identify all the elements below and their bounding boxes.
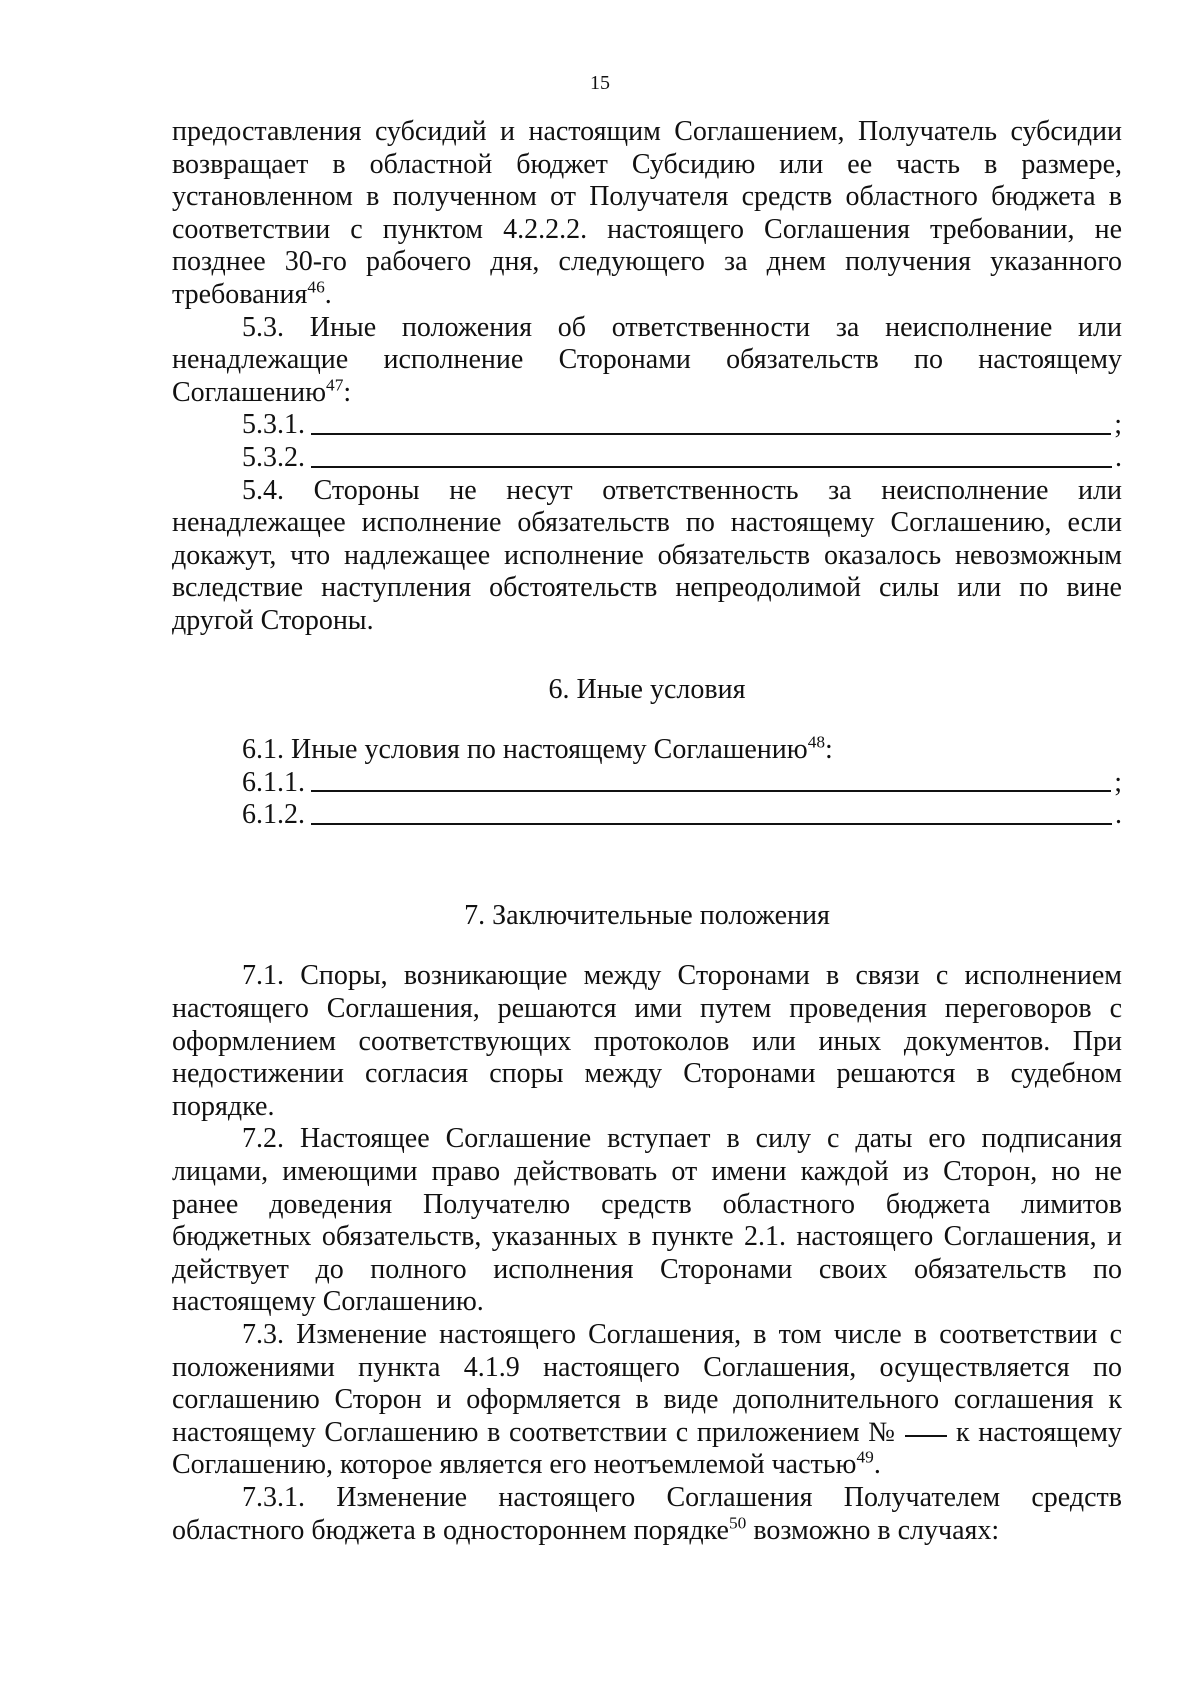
footnote-ref-46: 46 [307, 277, 325, 297]
item-6-1-2 [172, 799, 1122, 832]
paragraph-text-cont: возможно в случаях: [746, 1514, 1000, 1546]
item-number: 6.1.2. [242, 799, 305, 831]
footnote-ref-49: 49 [856, 1448, 874, 1468]
paragraph-7-2: 7.2. Настоящее Соглашение вступает в силу с даты его подписания лицами, имеющими право действовать от имени каждой из Сторон, но не ранее доведения Получателю средств областного бюджета лимитов бюджетных обязательств, указанных в пункте 2.1. настоящего Соглашения, и действует до полного исполнения Сторонами своих обязательств по настоящему Соглашению. [172, 1123, 1122, 1318]
section-heading-6: 6. Иные условия [548, 673, 746, 705]
item-6-1-1 [172, 767, 1122, 800]
paragraph-text: предоставления субсидий и настоящим Соглашением, Получатель субсидии возвращает в областной бюджет Субсидию или ее часть в размере, установленном в полученном от Получателя средств областного бюджета в соответствии с пунктом 4.2.2.2. настоящего Соглашения требовании, не позднее 30-го рабочего дня, следующего за днем получения указанного требования [172, 116, 1122, 310]
spacer [172, 832, 1122, 900]
paragraph-7-3-1 [172, 1482, 1122, 1547]
paragraph-text: 7.3. Изменение настоящего Соглашения, в том числе в соответствии с положениями пункта 4.1.9 настоящего Соглашения, осуществляется по соглашению Сторон и оформляется в виде дополнительного соглашения к настоящему Соглашению в соответствии с приложением № [172, 1319, 1122, 1448]
paragraph-text-cont: к настоящему Соглашению, которое является его неотъемлемой частью [172, 1416, 1122, 1481]
footnote-ref-47: 47 [326, 375, 344, 395]
paragraph-end: . [324, 278, 332, 310]
item-end: ; [1114, 409, 1122, 441]
paragraph-end: : [343, 376, 352, 408]
item-number: 5.3.2. [242, 441, 305, 473]
item-end: . [1115, 799, 1122, 831]
paragraph-7-3 [172, 1319, 1122, 1482]
paragraph-6-1 [172, 734, 1122, 767]
paragraph-text: 6.1. Иные условия по настоящему Соглашению [242, 734, 808, 766]
appendix-number-blank [905, 1434, 947, 1437]
paragraph-end: . [873, 1449, 881, 1481]
paragraph-5-4: 5.4. Стороны не несут ответственность за неисполнение или ненадлежащее исполнение обязательств по настоящему Соглашению, если докажут, что надлежащее исполнение обязательств оказалось невозможным вследствие наступления обстоятельств непреодолимой силы или по вине другой Стороны. [172, 474, 1122, 636]
paragraph-7-1: 7.1. Споры, возникающие между Сторонами в связи с исполнением настоящего Соглашения, решаются ими путем проведения переговоров с оформлением соответствующих протоколов или иных документов. При недостижении согласия споры между Сторонами решаются в судебном порядке. [172, 960, 1122, 1122]
spacer [172, 932, 1122, 960]
paragraph-5-2-continuation [172, 116, 1122, 312]
paragraph-text: 7.3.1. Изменение настоящего Соглашения Получателем средств областного бюджета в одностороннем порядке [172, 1481, 1122, 1546]
document-body [172, 116, 1122, 1547]
footnote-ref-50: 50 [728, 1513, 747, 1533]
item-end: . [1115, 441, 1122, 473]
item-5-3-2 [172, 442, 1122, 475]
page-number: 15 [590, 72, 610, 94]
blank-line [311, 789, 1111, 792]
item-end: ; [1114, 766, 1122, 798]
paragraph-5-3 [172, 312, 1122, 410]
blank-line [311, 822, 1112, 825]
blank-line [311, 432, 1111, 435]
spacer [172, 706, 1122, 734]
item-5-3-1 [172, 409, 1122, 442]
item-number: 6.1.1. [242, 766, 305, 798]
paragraph-end: : [825, 734, 833, 766]
blank-line [311, 465, 1112, 468]
paragraph-text: 5.3. Иные положения об ответственности за неисполнение или ненадлежащие исполнение Сторонами обязательств по настоящему Соглашению [172, 311, 1122, 408]
footnote-ref-48: 48 [807, 732, 826, 752]
spacer [172, 638, 1122, 674]
section-heading-7: 7. Заключительные положения [464, 899, 830, 931]
item-number: 5.3.1. [242, 409, 305, 441]
